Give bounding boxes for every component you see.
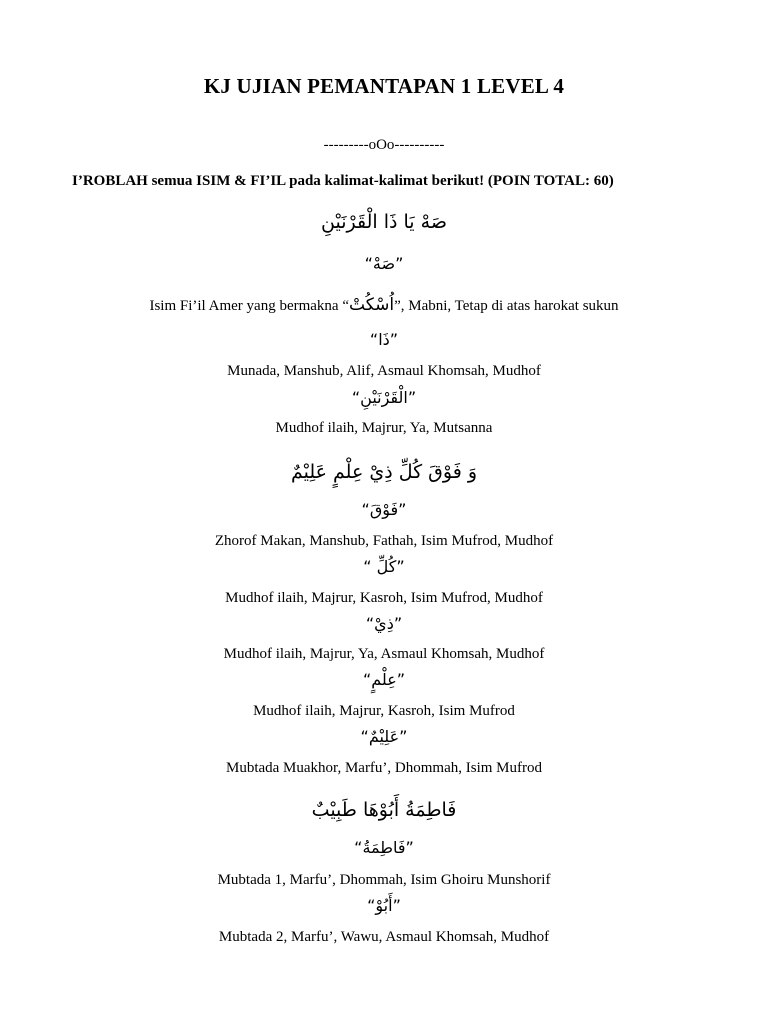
arabic-word-text: فَوْقَ bbox=[369, 500, 399, 519]
word-analysis: Munada, Manshub, Alif, Asmaul Khomsah, Mudhof bbox=[227, 363, 541, 379]
arabic-sentence-3: فَاطِمَةُ أَبُوْهَا طَبِيْبٌ bbox=[311, 799, 457, 821]
analyzed-word bbox=[0, 896, 768, 915]
separator: ---------oOo---------- bbox=[323, 137, 445, 153]
open-quote: “ bbox=[364, 254, 373, 273]
arabic-sentence-2: وَ فَوْقَ كُلِّ ذِيْ عِلْمٍ عَلِيْمٌ bbox=[290, 461, 478, 483]
arabic-word-text: صَهْ bbox=[372, 254, 396, 273]
close-quote: ” bbox=[407, 388, 417, 407]
word-analysis bbox=[0, 295, 768, 315]
word-analysis: Mubtada Muakhor, Marfu’, Dhommah, Isim Mufrod bbox=[225, 760, 542, 776]
instruction-text: I’ROBLAH semua ISIM & FI’IL pada kalimat-kalimat berikut! (POIN TOTAL: 60) bbox=[72, 173, 614, 189]
word-analysis: Mubtada 1, Marfu’, Dhommah, Isim Ghoiru Munshorif bbox=[217, 872, 551, 888]
close-quote: ” bbox=[396, 557, 405, 576]
word-analysis: Mudhof ilaih, Majrur, Ya, Asmaul Khomsah, Mudhof bbox=[223, 646, 545, 662]
open-quote: “ bbox=[363, 557, 377, 576]
analyzed-word bbox=[0, 330, 768, 349]
arabic-inline-word: اُسْكُتْ bbox=[349, 295, 395, 315]
arabic-word-text: عِلْمٍ bbox=[371, 670, 397, 689]
arabic-word-text: كُلِّ bbox=[376, 557, 397, 576]
open-quote: “ bbox=[354, 838, 363, 857]
open-quote: “ bbox=[361, 500, 370, 519]
open-quote: “ bbox=[365, 614, 375, 633]
word-analysis: Mubtada 2, Marfu’, Wawu, Asmaul Khomsah, Mudhof bbox=[218, 929, 550, 945]
arabic-word-text: ذِيْ bbox=[374, 614, 394, 633]
word-analysis: Zhorof Makan, Manshub, Fathah, Isim Mufrod, Mudhof bbox=[214, 533, 554, 549]
close-quote: ” bbox=[396, 670, 406, 689]
close-quote: ” bbox=[392, 896, 401, 915]
arabic-word-text: ذَا bbox=[378, 330, 390, 349]
arabic-word-text: أَبُوْ bbox=[375, 896, 393, 915]
analyzed-word bbox=[0, 727, 768, 746]
analyzed-word bbox=[0, 838, 768, 857]
close-quote: ” bbox=[405, 838, 414, 857]
analyzed-word bbox=[0, 500, 768, 519]
analysis-text-after: ”, Mabni, Tetap di atas harokat sukun bbox=[394, 298, 619, 314]
open-quote: “ bbox=[369, 330, 379, 349]
analysis-text-before: Isim Fi’il Amer yang bermakna “ bbox=[149, 298, 350, 314]
word-analysis: Mudhof ilaih, Majrur, Ya, Mutsanna bbox=[275, 420, 493, 436]
page-title: KJ UJIAN PEMANTAPAN 1 LEVEL 4 bbox=[203, 74, 565, 98]
open-quote: “ bbox=[360, 727, 369, 746]
analyzed-word bbox=[0, 388, 768, 407]
close-quote: ” bbox=[389, 330, 399, 349]
arabic-sentence-1: صَهْ يَا ذَا الْقَرْنَيْنِ bbox=[321, 211, 447, 233]
analyzed-word bbox=[0, 254, 768, 273]
analyzed-word bbox=[0, 614, 768, 633]
word-analysis: Mudhof ilaih, Majrur, Kasroh, Isim Mufrod, Mudhof bbox=[225, 590, 543, 606]
word-analysis: Mudhof ilaih, Majrur, Kasroh, Isim Mufrod bbox=[253, 703, 515, 719]
analyzed-word bbox=[0, 557, 768, 576]
arabic-word-text: فَاطِمَةُ bbox=[362, 838, 406, 857]
close-quote: ” bbox=[398, 500, 407, 519]
analyzed-word bbox=[0, 670, 768, 689]
open-quote: “ bbox=[367, 896, 376, 915]
arabic-word-text: عَلِيْمٌ bbox=[368, 727, 400, 746]
close-quote: ” bbox=[395, 254, 404, 273]
open-quote: “ bbox=[362, 670, 372, 689]
open-quote: “ bbox=[351, 388, 361, 407]
arabic-word-text: الْقَرْنَيْنِ bbox=[360, 388, 408, 407]
close-quote: ” bbox=[399, 727, 408, 746]
close-quote: ” bbox=[393, 614, 403, 633]
